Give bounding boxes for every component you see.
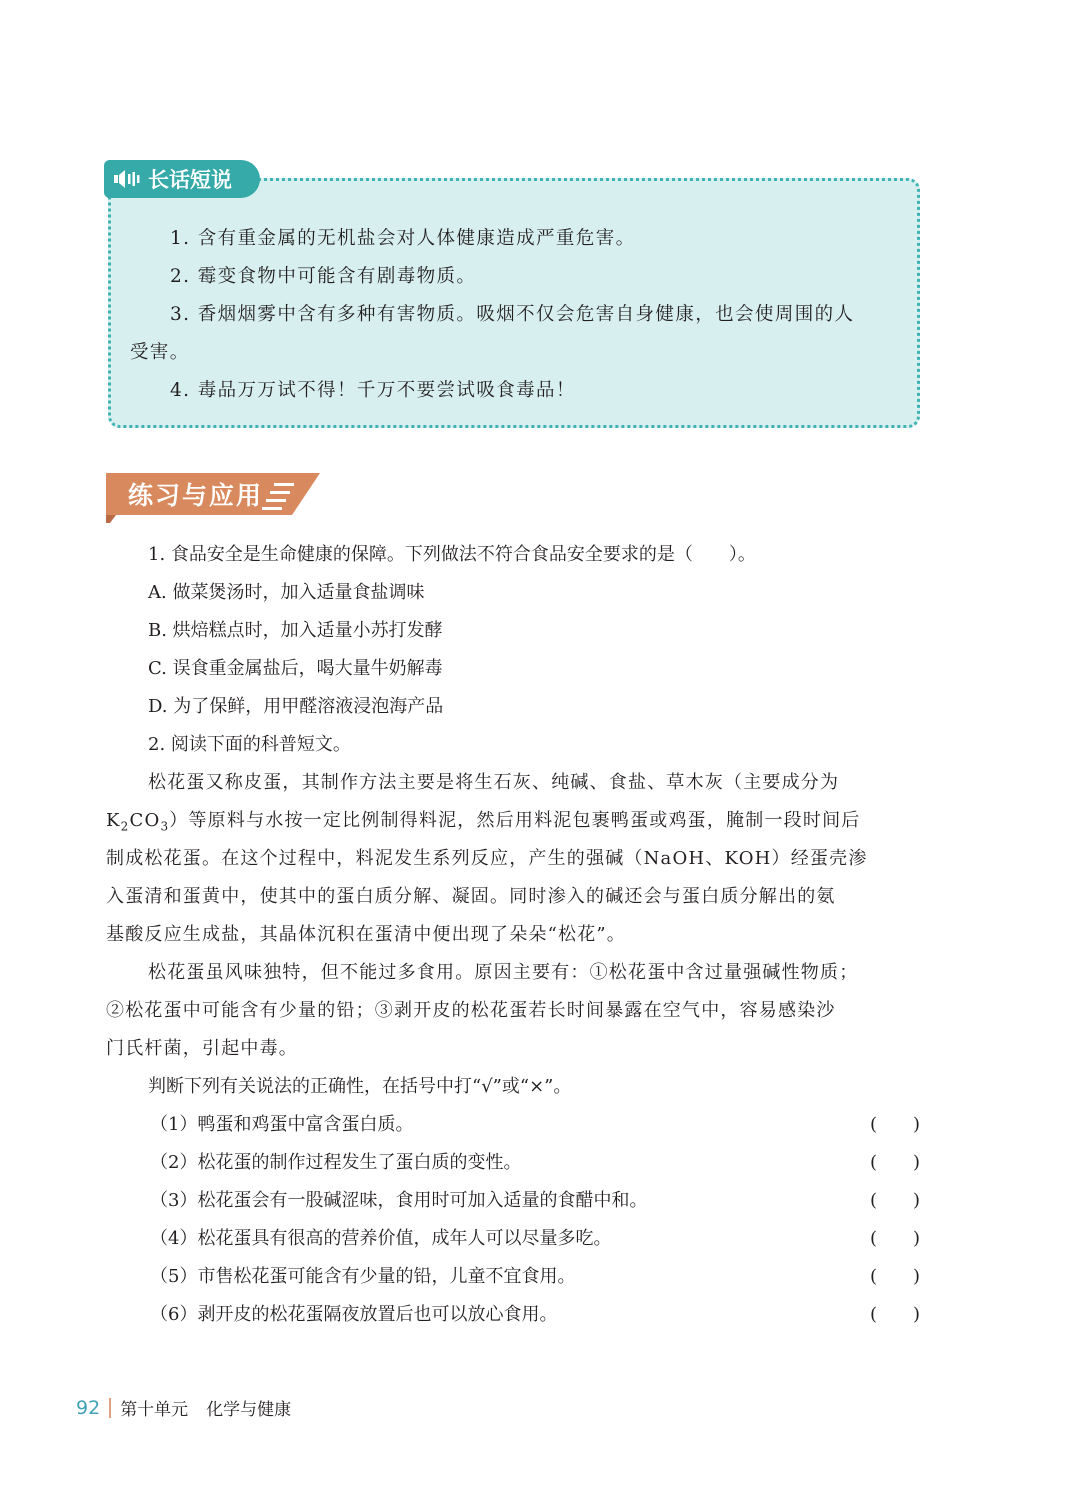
unit-title: 化学与健康 [206,1400,292,1420]
footer-divider [109,1398,111,1418]
judge-instruction: 判断下列有关说法的正确性，在括号中打“√”或“×”。 [148,1076,572,1097]
unit-label: 第十单元 [120,1400,189,1420]
page-number: 92 [76,1396,101,1419]
summary-title: 长话短说 [148,168,232,192]
section-title: 练习与应用 [128,481,264,510]
passage-line: 松花蛋虽风味独特，但不能过多食用。原因主要有：①松花蛋中含过量强碱性物质； [148,962,859,983]
option-d: D. 为了保鲜，用甲醛溶液浸泡海产品 [148,696,444,717]
passage-line: 基酸反应生成盐，其晶体沉积在蛋清中便出现了朵朵“松花”。 [106,924,627,945]
passage-line: 松花蛋又称皮蛋，其制作方法主要是将生石灰、纯碱、食盐、草木灰（主要成分为 [148,772,840,793]
passage-line: $K_2CO_3$）等原料与水按一定比例制得料泥，然后用料泥包裹鸭蛋或鸡蛋，腌制一段时间后 [106,810,861,834]
answer-blank[interactable]: ( ) [869,1152,920,1173]
exercise-body [106,540,924,1340]
summary-text [130,220,905,410]
formula: $K_2CO_3$） [106,810,189,834]
option-c: C. 误食重金属盐后，喝大量牛奶解毒 [148,658,443,679]
answer-blank[interactable]: ( ) [869,1304,920,1325]
judge-statement: （5）市售松花蛋可能含有少量的铅，儿童不宜食用。 ( ) [150,1262,920,1288]
summary-item: 3. 香烟烟雾中含有多种有害物质。吸烟不仅会危害自身健康，也会使周围的人 [170,304,855,325]
answer-blank[interactable]: ( ) [869,1114,920,1135]
passage-line: 门氏杆菌，引起中毒。 [106,1038,298,1059]
passage-line: 入蛋清和蛋黄中，使其中的蛋白质分解、凝固。同时渗入的碱还会与蛋白质分解出的氨 [106,886,836,907]
summary-item: 2. 霉变食物中可能含有剧毒物质。 [170,266,477,287]
answer-blank[interactable]: ( ) [869,1266,920,1287]
question-2-stem: 2. 阅读下面的科普短文。 [148,734,351,755]
summary-item: 1. 含有重金属的无机盐会对人体健康造成严重危害。 [170,228,636,249]
option-b: B. 烘焙糕点时，加入适量小苏打发酵 [148,620,443,641]
judge-statement: （1）鸭蛋和鸡蛋中富含蛋白质。 ( ) [150,1110,920,1136]
summary-title-tab [104,160,260,198]
summary-item: 4. 毒品万万试不得！千万不要尝试吸食毒品！ [170,380,576,401]
passage-line: 制成松花蛋。在这个过程中，料泥发生系列反应，产生的强碱（NaOH、KOH）经蛋壳渗 [106,848,868,869]
speaker-icon [114,169,140,189]
summary-item-continued: 受害。 [130,342,190,363]
judge-statement: （3）松花蛋会有一股碱涩味，食用时可加入适量的食醋中和。 ( ) [150,1186,920,1212]
answer-blank[interactable]: ( ) [869,1228,920,1249]
option-a: A. 做菜煲汤时，加入适量食盐调味 [148,582,425,603]
section-header [106,471,320,523]
judge-statement: （6）剥开皮的松花蛋隔夜放置后也可以放心食用。 ( ) [150,1300,920,1326]
page-footer [76,1395,291,1420]
judge-statement: （2）松花蛋的制作过程发生了蛋白质的变性。 ( ) [150,1148,920,1174]
question-1-stem: 1. 食品安全是生命健康的保障。下列做法不符合食品安全要求的是（ ）。 [148,544,756,565]
passage-line: ②松花蛋中可能含有少量的铅；③剥开皮的松花蛋若长时间暴露在空气中，容易感染沙 [106,1000,836,1021]
answer-blank[interactable]: ( ) [869,1190,920,1211]
judge-statement: （4）松花蛋具有很高的营养价值，成年人可以尽量多吃。 ( ) [150,1224,920,1250]
